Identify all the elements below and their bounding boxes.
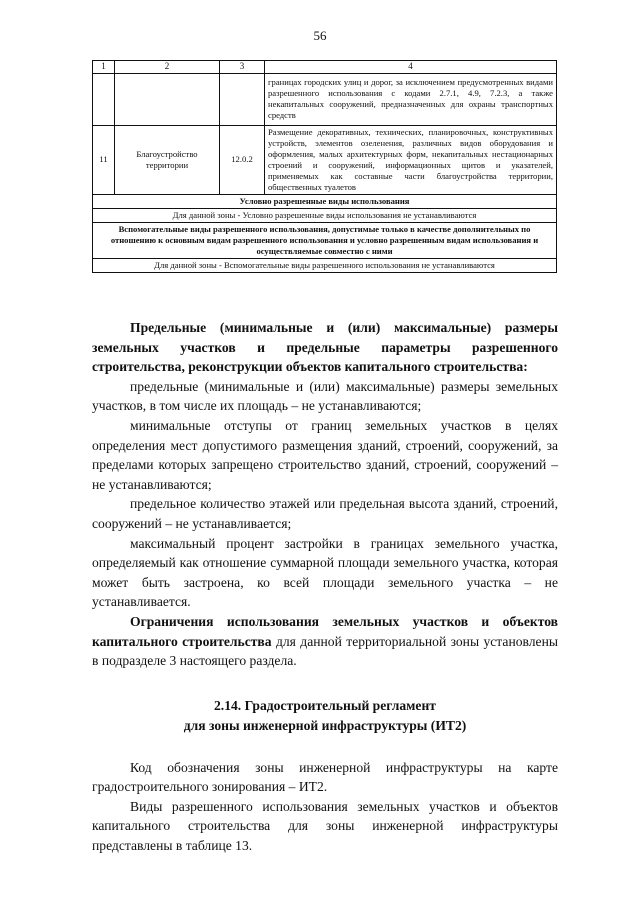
restrictions-rest: для данной территориальной зоны установлены в подразделе 3 настоящего раздела. (92, 633, 558, 669)
restrictions-bold: Ограничения использования земельных участков и объектов капитального строительства (92, 613, 558, 649)
paragraph: максимальный процент застройки в границах земельного участка, определяемый как отношение суммарной площади земельного участка, которая может быть застроена, ко всей площади земельного участка – не устанавливается. (92, 535, 558, 610)
section-title-line2: для зоны инженерной инфраструктуры (ИТ2) (183, 717, 467, 733)
table-cell-code: 12.0.2 (220, 125, 265, 194)
table-cell-description: границах городских улиц и дорог, за исключением предусмотренных видами разрешенного использования с кодами 2.7.1, 4.9, 7.2.3, а также некапитальных сооружений, предназначенных для охраны транспортных средств (265, 73, 557, 125)
paragraph: предельное количество этажей или предельная высота зданий, строений, сооружений – не устанавливается; (92, 496, 558, 531)
table-header-cell: 4 (265, 61, 557, 74)
table-header-cell: 2 (115, 61, 220, 74)
table-section-row (93, 194, 557, 208)
paragraph: минимальные отступы от границ земельных участков в целях определения мест допустимого размещения зданий, строений, сооружений, за пределами которых запрещено строительство зданий, строений, сооружений – не устанавливаются; (92, 417, 558, 492)
limits-heading: Предельные (минимальные и (или) максимальные) размеры земельных участков и предельные параметры разрешенного строительства, реконструкции объектов капитального строительства: (92, 320, 558, 375)
table-header-cell: 1 (93, 61, 115, 74)
table-header-row (93, 61, 557, 74)
table-row (93, 125, 557, 194)
paragraph: Код обозначения зоны инженерной инфраструктуры на карте градостроительного зонирования – ИТ2. (92, 759, 558, 795)
table-cell-number: 11 (93, 125, 115, 194)
land-use-table (92, 60, 557, 273)
table-note-row (93, 208, 557, 222)
table-section-row (93, 222, 557, 258)
table-cell-name: Благоустройство территории (115, 125, 220, 194)
table-note-row (93, 258, 557, 272)
table-header-cell: 3 (220, 61, 265, 74)
restrictions-paragraph (92, 612, 558, 671)
conditional-uses-title: Условно разрешенные виды использования (93, 194, 557, 208)
table-row (93, 73, 557, 125)
paragraph: предельные (минимальные и (или) максимальные) размеры земельных участков, в том числе их площадь – не устанавливаются; (92, 378, 558, 414)
section-title-line1: 2.14. Градостроительный регламент (214, 697, 436, 713)
section-title (92, 696, 558, 736)
conditional-uses-note: Для данной зоны - Условно разрешенные виды использования не устанавливаются (93, 208, 557, 222)
document-body (92, 318, 558, 856)
paragraph: Виды разрешенного использования земельных участков и объектов капитального строительства для зоны инженерной инфраструктуры представлены в таблице 13. (92, 798, 558, 854)
auxiliary-uses-note: Для данной зоны - Вспомогательные виды разрешенного использования не устанавливаются (93, 258, 557, 272)
table-cell-description: Размещение декоративных, технических, планировочных, конструктивных устройств, элементов озеленения, различных видов оборудования и оформления, малых архитектурных форм, некапитальных нестационарных строений и сооружений, информационных щитов и указателей, применяемых как составные части благоустройства территории, общественных туалетов (265, 125, 557, 194)
page-number: 56 (313, 28, 327, 43)
auxiliary-uses-title: Вспомогательные виды разрешенного использования, допустимые только в качестве дополнительных по отношению к основным видам разрешенного использования и условно разрешенным видам использования и осуществляемые совместно с ними (93, 222, 557, 258)
